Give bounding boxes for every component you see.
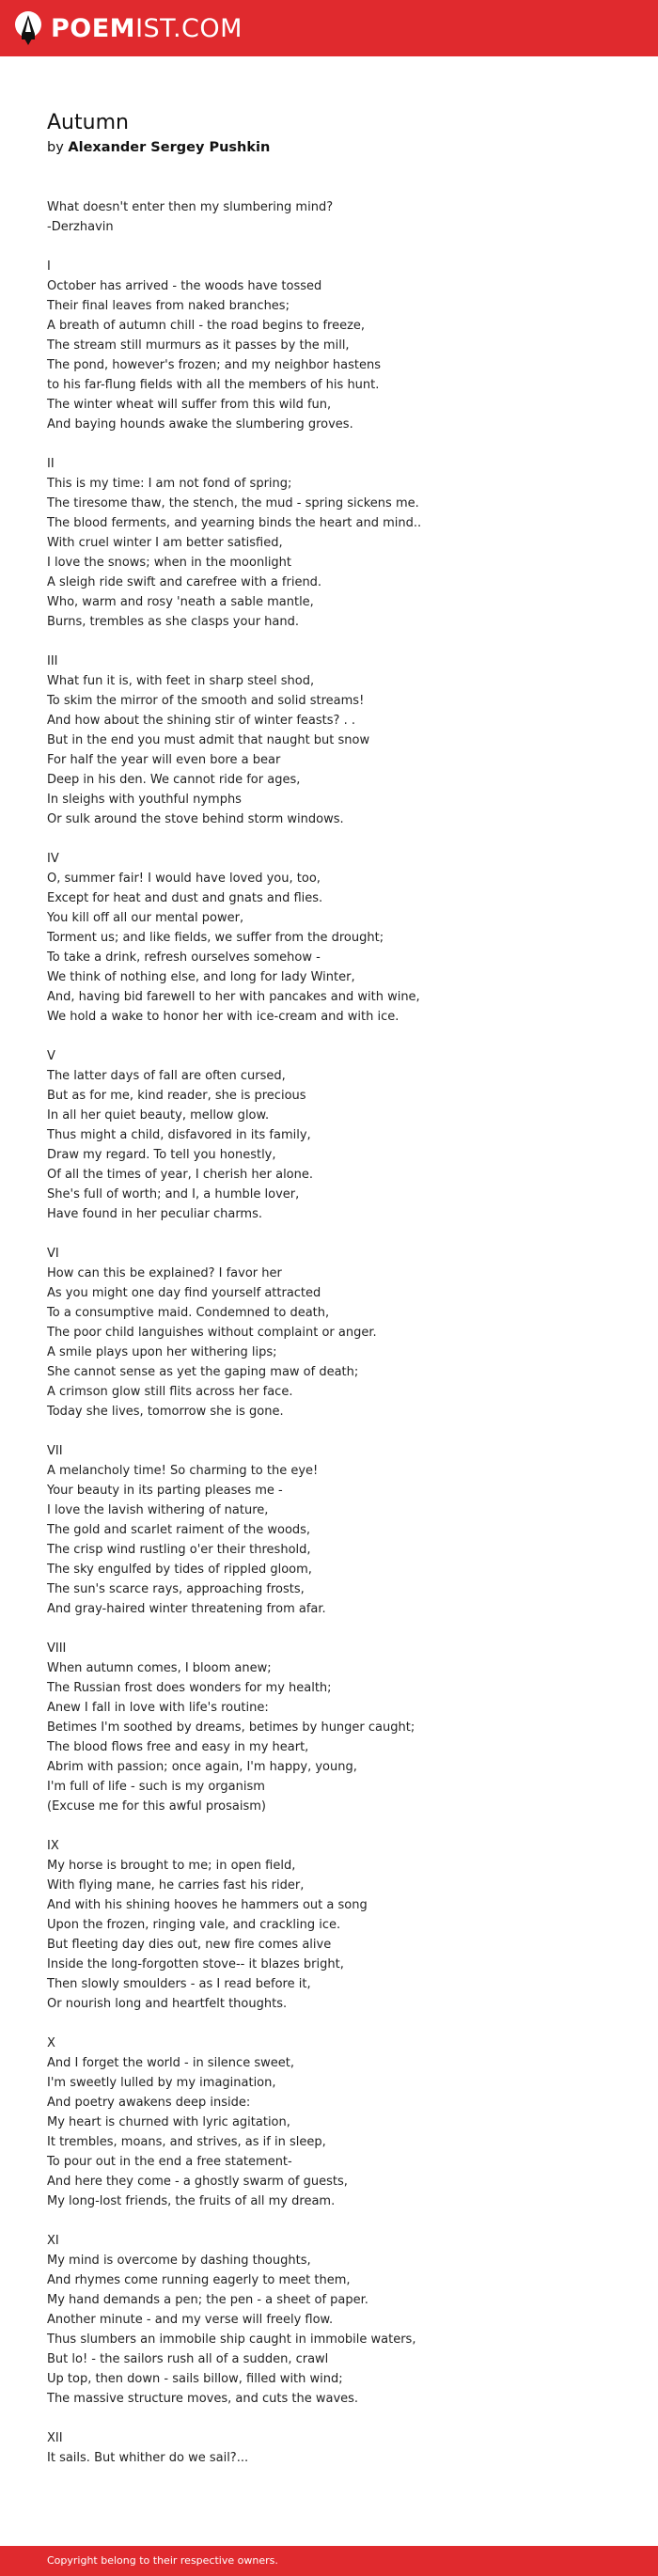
poem-title: Autumn [47, 111, 129, 134]
poem-line: to his far-flung fields with all the members of his hunt. [47, 378, 380, 392]
poem-line: October has arrived - the woods have tossed [47, 279, 322, 293]
poem-line: My mind is overcome by dashing thoughts, [47, 2254, 311, 2268]
poem-byline [47, 137, 611, 158]
poem-line: Thus slumbers an immobile ship caught in immobile waters, [47, 2333, 416, 2347]
poem-line: My horse is brought to me; in open field, [47, 1859, 296, 1873]
poem-line: The sun's scarce rays, approaching frosts, [47, 1582, 305, 1596]
poem-line: To skim the mirror of the smooth and solid streams! [47, 694, 365, 708]
poem-line: How can this be explained? I favor her [47, 1266, 282, 1280]
poem-line: I love the snows; when in the moonlight [47, 556, 292, 570]
poem-line: And I forget the world - in silence sweet, [47, 2056, 294, 2070]
poem-line: You kill off all our mental power, [47, 911, 244, 925]
poem-line: And gray-haired winter threatening from afar. [47, 1602, 326, 1616]
poem-line: The tiresome thaw, the stench, the mud - spring sickens me. [47, 496, 419, 510]
poem-stanza [47, 652, 611, 829]
poem-line: O, summer fair! I would have loved you, too, [47, 872, 321, 886]
site-footer [0, 2546, 658, 2576]
poem-line: V [47, 1049, 55, 1063]
poem-line: As you might one day find yourself attracted [47, 1286, 321, 1300]
poem-line: (Excuse me for this awful prosaism) [47, 1799, 266, 1814]
poem-line: Or nourish long and heartfelt thoughts. [47, 1997, 288, 2011]
poem-line: Inside the long-forgotten stove-- it blazes bright, [47, 1957, 344, 1971]
poem-line: X [47, 2036, 55, 2050]
poem-line: In sleighs with youthful nymphs [47, 793, 242, 807]
poem-line: To take a drink, refresh ourselves somehow - [47, 950, 321, 965]
poem-line: To pour out in the end a free statement- [47, 2155, 292, 2169]
poem-line: XII [47, 2431, 63, 2445]
site-logo[interactable] [15, 11, 243, 47]
poem-line: And, having bid farewell to her with pancakes and with wine, [47, 990, 420, 1004]
site-header [0, 0, 658, 56]
poem-line: When autumn comes, I bloom anew; [47, 1661, 272, 1675]
poem-line: Up top, then down - sails billow, filled with wind; [47, 2372, 343, 2386]
poem-line: We think of nothing else, and long for lady Winter, [47, 970, 355, 984]
poem-line: My hand demands a pen; the pen - a sheet of paper. [47, 2293, 368, 2307]
poem-line: What doesn't enter then my slumbering mind? [47, 200, 334, 214]
poem-line: And with his shining hooves he hammers out a song [47, 1898, 368, 1912]
poem-line: And baying hounds awake the slumbering groves. [47, 417, 353, 432]
poem-line: -Derzhavin [47, 220, 114, 234]
poem-line: The stream still murmurs as it passes by the mill, [47, 338, 350, 353]
poem-line: This is my time: I am not fond of spring; [47, 477, 292, 491]
poem-stanza [47, 849, 611, 1027]
poem-line: And how about the shining stir of winter feasts? . . [47, 714, 355, 728]
poem-line: Betimes I'm soothed by dreams, betimes by hunger caught; [47, 1720, 415, 1735]
poem-line: A breath of autumn chill - the road begins to freeze, [47, 319, 366, 333]
poem-line: IX [47, 1839, 59, 1853]
poem-line: It sails. But whither do we sail?... [47, 2451, 249, 2465]
poem-line: A smile plays upon her withering lips; [47, 1345, 277, 1359]
poem-line: Draw my regard. To tell you honestly, [47, 1148, 276, 1162]
poem-line: What fun it is, with feet in sharp steel shod, [47, 674, 315, 688]
poem-line: Who, warm and rosy 'neath a sable mantle, [47, 595, 314, 609]
poem-line: A crimson glow still flits across her face. [47, 1385, 293, 1399]
poem-line: The latter days of fall are often cursed, [47, 1069, 286, 1083]
poem-line: IV [47, 852, 59, 866]
poem-line: Of all the times of year, I cherish her alone. [47, 1168, 314, 1182]
poem-stanza [47, 2231, 611, 2409]
poem-stanza [47, 454, 611, 632]
poem-stanza [47, 1046, 611, 1224]
poem-line: Thus might a child, disfavored in its family, [47, 1128, 311, 1142]
poem-line: I love the lavish withering of nature, [47, 1503, 269, 1517]
poem-line: And poetry awakens deep inside: [47, 2096, 251, 2110]
poem-stanza [47, 197, 611, 237]
poem-line: The massive structure moves, and cuts the waves. [47, 2392, 359, 2406]
poem-line: Today she lives, tomorrow she is gone. [47, 1405, 284, 1419]
pen-nib-icon [15, 11, 41, 47]
byline-prefix: by [47, 140, 64, 155]
poem-line: The blood ferments, and yearning binds the heart and mind.. [47, 516, 422, 530]
poem-line: Torment us; and like fields, we suffer from the drought; [47, 931, 384, 945]
poem-line: But in the end you must admit that naught but snow [47, 733, 370, 747]
poem-line: The crisp wind rustling o'er their threshold, [47, 1543, 311, 1557]
poem-line: Your beauty in its parting pleases me - [47, 1484, 283, 1498]
poem-line: For half the year will even bore a bear [47, 753, 281, 767]
poem-line: VI [47, 1247, 59, 1261]
poem-line: Except for heat and dust and gnats and flies. [47, 891, 323, 905]
poem-line: Then slowly smoulders - as I read before it, [47, 1977, 311, 1991]
poem-line: The gold and scarlet raiment of the woods, [47, 1523, 311, 1537]
poem-line: Abrim with passion; once again, I'm happy, young, [47, 1760, 357, 1774]
poem-line: My long-lost friends, the fruits of all my dream. [47, 2194, 336, 2208]
logo-text: POEMIST.COM [51, 14, 243, 43]
poem-line: Anew I fall in love with life's routine: [47, 1701, 269, 1715]
poem-line: XI [47, 2234, 59, 2248]
poem-stanza [47, 1244, 611, 1422]
poem-stanza [47, 1441, 611, 1619]
poem-line: But fleeting day dies out, new fire comes alive [47, 1938, 332, 1952]
poem-line: I'm full of life - such is my organism [47, 1780, 265, 1794]
poem-stanza [47, 2034, 611, 2211]
poem-line: Have found in her peculiar charms. [47, 1207, 262, 1221]
poem-line: Burns, trembles as she clasps your hand. [47, 615, 299, 629]
poem-stanza [47, 257, 611, 434]
poem-line: It trembles, moans, and strives, as if in sleep, [47, 2135, 326, 2149]
poem-line: The pond, however's frozen; and my neighbor hastens [47, 358, 381, 372]
poem-line: The blood flows free and easy in my heart, [47, 1740, 309, 1754]
poem-content [47, 109, 611, 2488]
poem-line: And rhymes come running eagerly to meet them, [47, 2273, 351, 2287]
poem-line: I'm sweetly lulled by my imagination, [47, 2076, 276, 2090]
poem-line: My heart is churned with lyric agitation, [47, 2115, 290, 2129]
poem-line: A melancholy time! So charming to the eye! [47, 1464, 319, 1478]
poem-line: The Russian frost does wonders for my health; [47, 1681, 332, 1695]
poem-line: She cannot sense as yet the gaping maw of death; [47, 1365, 359, 1379]
poem-stanza [47, 1836, 611, 2014]
author-link[interactable]: Alexander Sergey Pushkin [68, 140, 271, 155]
poem-line: The winter wheat will suffer from this wild fun, [47, 398, 332, 412]
poem-stanza [47, 1639, 611, 1816]
poem-line: Or sulk around the stove behind storm windows. [47, 812, 344, 826]
poem-line: Another minute - and my verse will freely flow. [47, 2313, 334, 2327]
poem-line: We hold a wake to honor her with ice-cream and with ice. [47, 1010, 400, 1024]
poem-line: But as for me, kind reader, she is precious [47, 1089, 306, 1103]
poem-line: I [47, 259, 51, 274]
poem-line: III [47, 654, 58, 668]
poem-line: Their final leaves from naked branches; [47, 299, 290, 313]
poem-line: VII [47, 1444, 63, 1458]
poem-line: With flying mane, he carries fast his rider, [47, 1878, 305, 1893]
poem-stanza [47, 2428, 611, 2468]
copyright-text: Copyright belong to their respective owners. [47, 2554, 278, 2567]
poem-line: VIII [47, 1641, 67, 1656]
poem-line: With cruel winter I am better satisfied, [47, 536, 283, 550]
poem-line: To a consumptive maid. Condemned to death, [47, 1306, 330, 1320]
poem-line: The sky engulfed by tides of rippled gloom, [47, 1563, 312, 1577]
poem-line: In all her quiet beauty, mellow glow. [47, 1108, 270, 1123]
poem-line: She's full of worth; and I, a humble lover, [47, 1187, 300, 1202]
poem-line: The poor child languishes without complaint or anger. [47, 1326, 377, 1340]
poem-line: II [47, 457, 55, 471]
poem-line: And here they come - a ghostly swarm of guests, [47, 2175, 348, 2189]
poem-line: A sleigh ride swift and carefree with a friend. [47, 575, 322, 589]
poem-line: Deep in his den. We cannot ride for ages, [47, 773, 301, 787]
poem-body [47, 197, 611, 2468]
poem-line: But lo! - the sailors rush all of a sudden, crawl [47, 2352, 329, 2366]
poem-line: Upon the frozen, ringing vale, and crackling ice. [47, 1918, 341, 1932]
